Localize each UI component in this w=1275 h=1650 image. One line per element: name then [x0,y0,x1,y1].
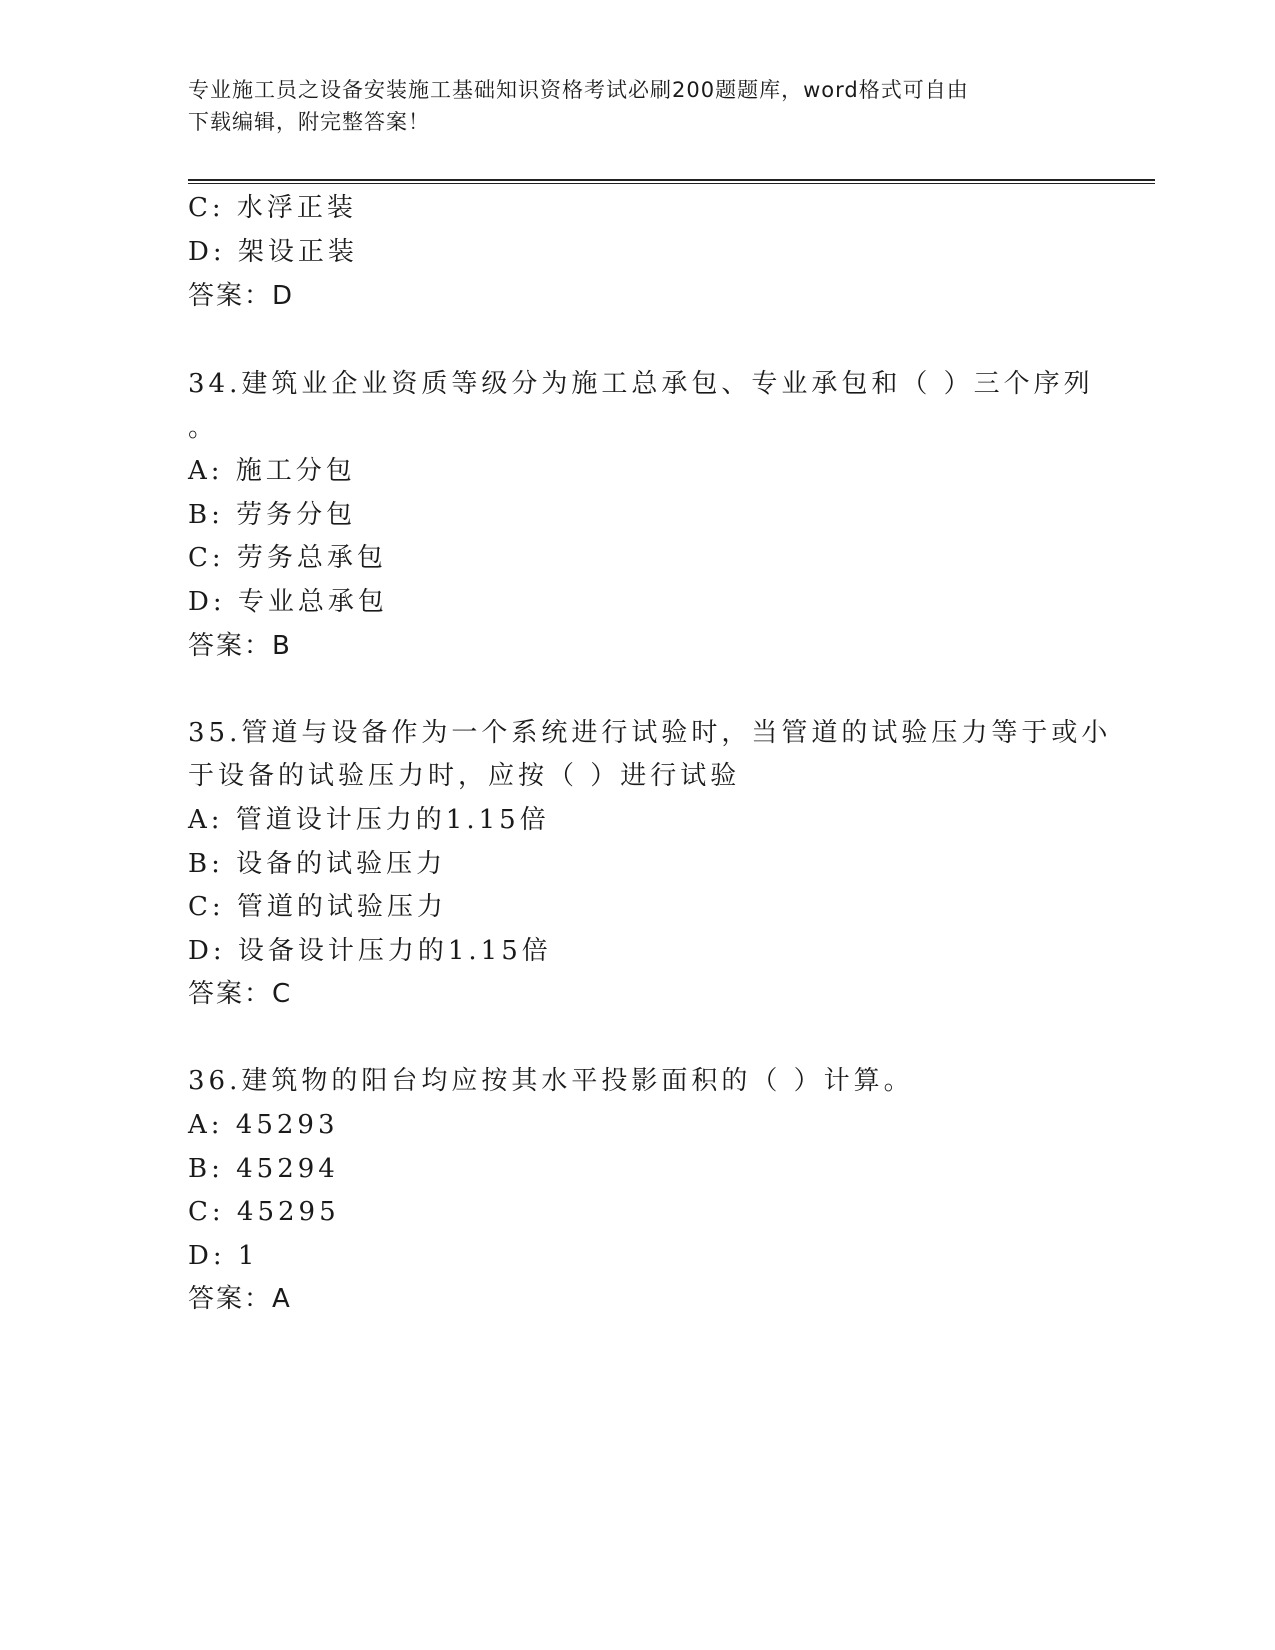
q34-option-c: C: 劳务总承包 [188,543,387,573]
q36-stem-line-1: 36.建筑物的阳台均应按其水平投影面积的（ ）计算。 [188,1066,914,1096]
q35-option-a: A: 管道设计压力的1.15倍 [188,805,550,835]
header-line-1: 专业施工员之设备安装施工基础知识资格考试必刷200题题库，word格式可自由 [188,78,969,102]
header-line-2: 下载编辑，附完整答案！ [188,110,430,134]
q36-option-a: A: 45293 [188,1110,339,1140]
q34-option-a: A: 施工分包 [188,456,356,486]
q35-option-b: B: 设备的试验压力 [188,849,447,879]
q34-option-b: B: 劳务分包 [188,500,357,530]
q35-stem-line-1: 35.管道与设备作为一个系统进行试验时，当管道的试验压力等于或小 [188,718,1112,748]
q34-stem-line-1: 34.建筑业企业资质等级分为施工总承包、专业承包和（ ）三个序列 [188,369,1094,399]
q34-option-d: D: 专业总承包 [188,587,388,617]
header-divider-thick [188,179,1155,181]
prev-answer: 答案：D [188,281,295,311]
prev-option-c: C: 水浮正装 [188,193,357,223]
document-header [188,74,1088,138]
q36-option-c: C: 45295 [188,1197,340,1227]
q35-answer: 答案：C [188,979,293,1009]
q36-option-d: D: 1 [188,1241,259,1271]
header-divider-thin [188,183,1155,184]
q35-stem-line-2: 于设备的试验压力时，应按（ ）进行试验 [188,761,741,791]
q34-stem-line-2: 。 [188,413,219,443]
q35-option-c: C: 管道的试验压力 [188,892,447,922]
q36-answer: 答案：A [188,1284,292,1314]
q35-option-d: D: 设备设计压力的1.15倍 [188,936,552,966]
q36-option-b: B: 45294 [188,1154,339,1184]
q34-answer: 答案：B [188,631,292,661]
prev-option-d: D: 架设正装 [188,237,358,267]
